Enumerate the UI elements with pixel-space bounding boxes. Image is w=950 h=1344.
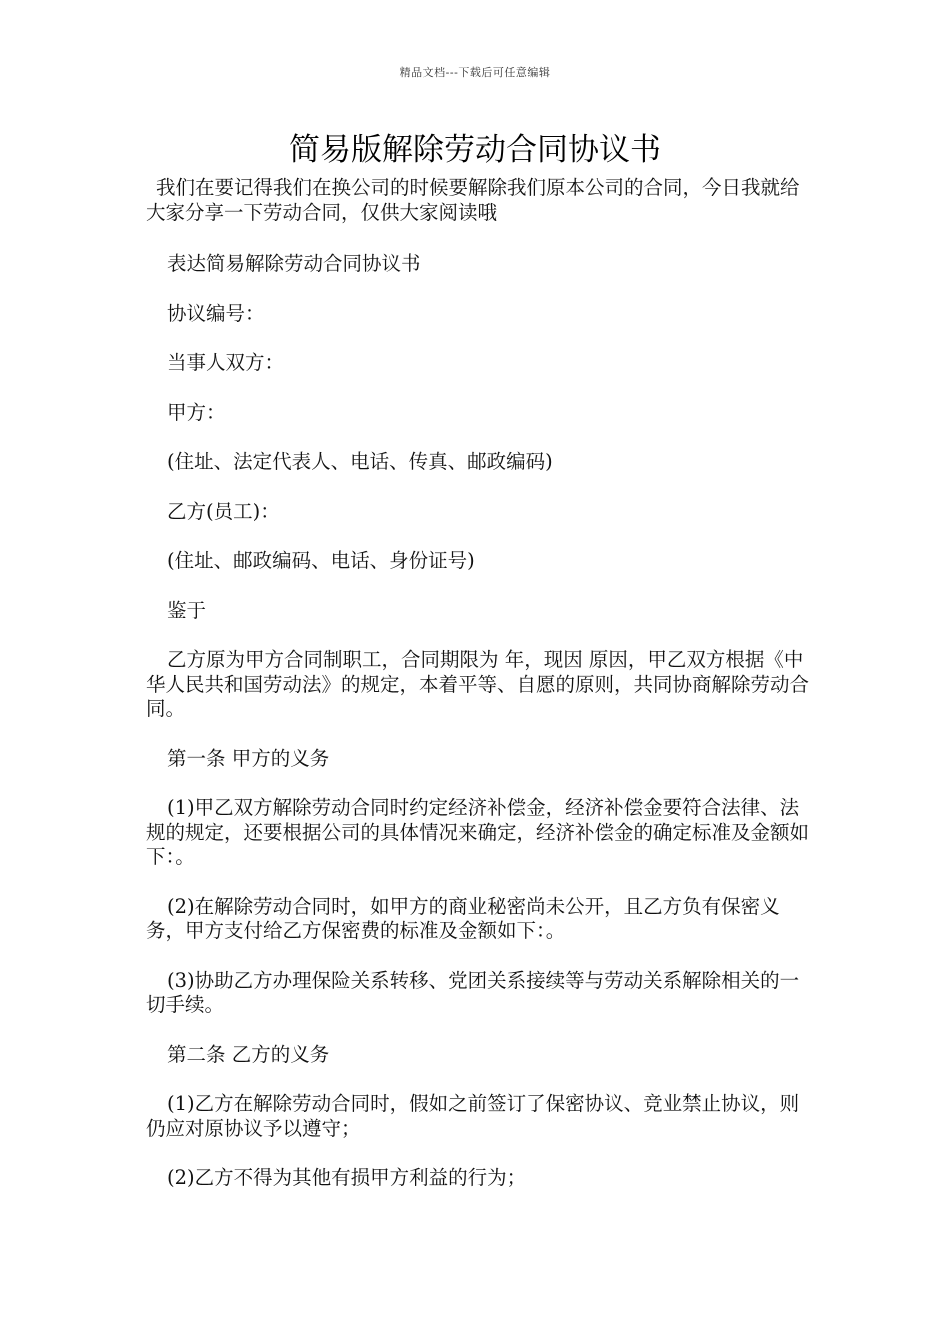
paragraph-party-b: 乙方(员工)： [167,499,280,523]
paragraph-parties: 当事人双方： [167,351,285,374]
paragraph-agreement-number: 协议编号： [167,301,265,325]
article-two-clause-2: (2)乙方不得为其他有损甲方利益的行为； [167,1166,527,1189]
paragraph-whereas: 鉴于 [167,598,207,622]
intro-paragraph: 我们在要记得我们在换公司的时候要解除我们原本公司的合同，今日我就给大家分享一下劳动合同，仅供大家阅读哦 [146,176,800,224]
article-one-clause-2: (2)在解除劳动合同时，如甲方的商业秘密尚未公开，且乙方负有保密义务，甲方支付给乙方保密费的标准及金额如下：。 [146,894,780,942]
article-one-clause-3: (3)协助乙方办理保险关系转移、党团关系接续等与劳动关系解除相关的一切手续。 [146,968,800,1016]
paragraph-party-a: 甲方： [167,400,226,424]
paragraph-subtitle: 表达简易解除劳动合同协议书 [167,252,421,275]
document-body [146,176,812,1191]
paragraph-background: 乙方原为甲方合同制职工，合同期限为 年，现因 原因，甲乙双方根据《中华人民共和国劳动法》的规定，本着平等、自愿的原则，共同协商解除劳动合同。 [146,648,810,720]
page-header: 精品文档---下载后可任意编辑 [399,66,551,79]
article-one-clause-1: (1)甲乙双方解除劳动合同时约定经济补偿金，经济补偿金要符合法律、法规的规定，还要根据公司的具体情况来确定，经济补偿金的确定标准及金额如下：。 [146,796,810,868]
article-two-heading: 第二条 乙方的义务 [167,1042,330,1066]
paragraph-party-a-details: (住址、法定代表人、电话、传真、邮政编码) [167,450,553,473]
article-two-clause-1: (1)乙方在解除劳动合同时，假如之前签订了保密协议、竞业禁止协议，则仍应对原协议予以遵守； [146,1092,800,1140]
paragraph-party-b-details: (住址、邮政编码、电话、身份证号) [167,549,475,572]
document-title: 简易版解除劳动合同协议书 [289,132,661,168]
article-one-heading: 第一条 甲方的义务 [167,746,330,770]
